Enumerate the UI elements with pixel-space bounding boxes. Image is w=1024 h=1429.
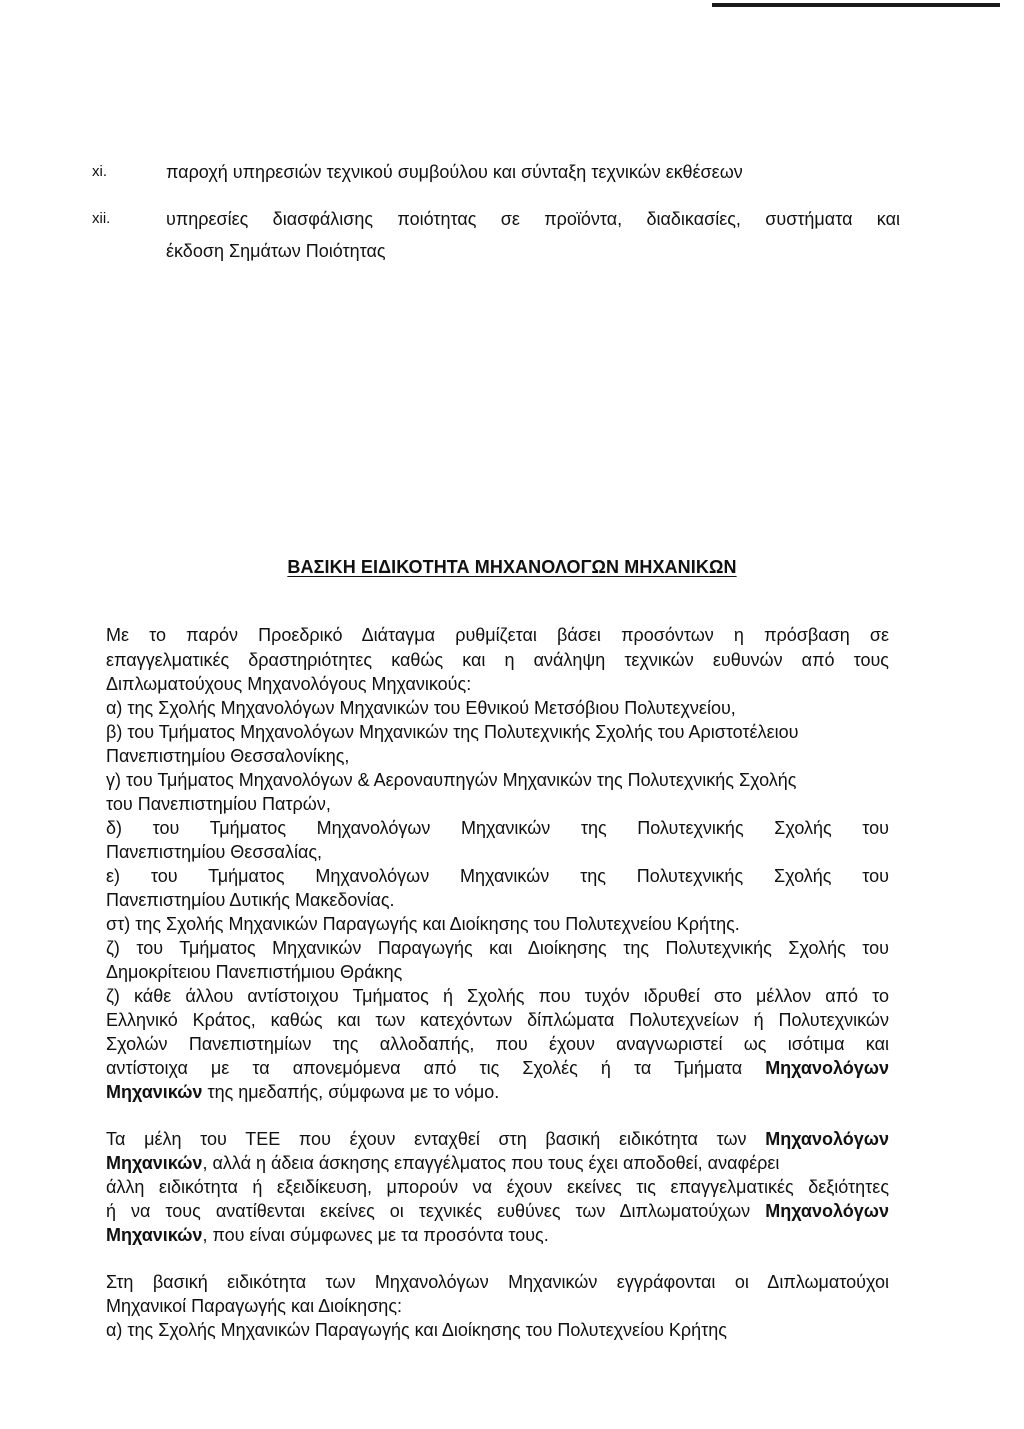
paragraph-line: Μηχανικοί Παραγωγής και Διοίκησης:: [106, 1296, 402, 1316]
list-text: έκδοση Σημάτων Ποιότητας: [166, 241, 386, 261]
paragraph-line: του Πανεπιστημίου Πατρών,: [106, 794, 331, 814]
paragraph-line: Διπλωματούχους Μηχανολόγους Μηχανικούς:: [106, 674, 472, 694]
paragraph-text: Τα μέλη του ΤΕΕ που έχουν ενταχθεί στη βασική ειδικότητα των: [106, 1129, 747, 1149]
paragraph-line: [106, 1128, 889, 1150]
paragraph-line: δ) του Τμήματος Μηχανολόγων Μηχανικών της Πολυτεχνικής Σχολής του: [106, 818, 889, 838]
paragraph-line: επαγγελματικές δραστηριότητες καθώς και η ανάληψη τεχνικών ευθυνών από τους: [106, 650, 889, 670]
bold-term: Μηχανικών: [106, 1225, 203, 1245]
bold-term: Μηχανικών: [106, 1153, 203, 1173]
paragraph-line: ζ) κάθε άλλου αντίστοιχου Τμήματος ή Σχολής που τυχόν ιδρυθεί στο μέλλον από το: [106, 986, 889, 1006]
paragraph-line: στ) της Σχολής Μηχανικών Παραγωγής και Διοίκησης του Πολυτεχνείου Κρήτης.: [106, 914, 740, 934]
paragraph-line: Στη βασική ειδικότητα των Μηχανολόγων Μηχανικών εγγράφονται οι Διπλωματούχοι: [106, 1272, 889, 1292]
paragraph-line: Πανεπιστημίου Δυτικής Μακεδονίας.: [106, 890, 395, 910]
paragraph-line: Με το παρόν Προεδρικό Διάταγμα ρυθμίζεται βάσει προσόντων η πρόσβαση σε: [106, 625, 889, 645]
paragraph-line: Πανεπιστημίου Θεσσαλίας,: [106, 842, 323, 862]
paragraph-line: Σχολών Πανεπιστημίων της αλλοδαπής, που έχουν αναγνωριστεί ως ισότιμα και: [106, 1034, 889, 1054]
paragraph-line: Ελληνικό Κράτος, καθώς και των κατεχόντων δίπλώματα Πολυτεχνείων ή Πολυτεχνικών: [106, 1010, 889, 1030]
paragraph-line: Πανεπιστημίου Θεσσαλονίκης,: [106, 746, 350, 766]
list-text: υπηρεσίες διασφάλισης ποιότητας σε προϊόντα, διαδικασίες, συστήματα και: [166, 209, 900, 229]
paragraph-line: [106, 1200, 889, 1222]
paragraph-line: α) της Σχολής Μηχανικών Παραγωγής και Διοίκησης του Πολυτεχνείου Κρήτης: [106, 1320, 727, 1340]
paragraph-text: ή να τους ανατίθενται εκείνες οι τεχνικές ευθύνες των Διπλωματούχων: [106, 1201, 751, 1221]
bold-term: Μηχανολόγων: [765, 1058, 889, 1078]
paragraph-line: Δημοκρίτειου Πανεπιστήμιου Θράκης: [106, 962, 403, 982]
paragraph-line: [106, 1081, 889, 1103]
paragraph-text: της ημεδαπής, σύμφωνα με το νόμο.: [207, 1082, 500, 1102]
paragraph-text: , αλλά η άδεια άσκησης επαγγέλματος που τους έχει αποδοθεί, αναφέρει: [202, 1153, 780, 1173]
paragraph-line: [106, 1057, 889, 1079]
paragraph-line: ζ) του Τμήματος Μηχανικών Παραγωγής και Διοίκησης της Πολυτεχνικής Σχολής του: [106, 938, 889, 958]
paragraph-line: β) του Τμήματος Μηχανολόγων Μηχανικών της Πολυτεχνικής Σχολής του Αριστοτέλειου: [106, 722, 799, 742]
bold-term: Μηχανολόγων: [765, 1129, 889, 1149]
bold-term: Μηχανικών: [106, 1082, 203, 1102]
paragraph-text: αντίστοιχα με τα απονεμόμενα από τις Σχολές ή τα Τμήματα: [106, 1058, 743, 1078]
paragraph-line: [106, 1224, 889, 1246]
paragraph-line: άλλη ειδικότητα ή εξειδίκευση, μπορούν να έχουν εκείνες τις επαγγελματικές δεξιότητες: [106, 1177, 889, 1197]
paragraph-text: , που είναι σύμφωνες με τα προσόντα τους.: [202, 1225, 549, 1245]
paragraph-line: ε) του Τμήματος Μηχανολόγων Μηχανικών της Πολυτεχνικής Σχολής του: [106, 866, 889, 886]
paragraph-line: α) της Σχολής Μηχανολόγων Μηχανικών του Εθνικού Μετσόβιου Πολυτεχνείου,: [106, 698, 736, 718]
section-heading: ΒΑΣΙΚΗ ΕΙΔΙΚΟΤΗΤΑ ΜΗΧΑΝΟΛΟΓΩΝ ΜΗΧΑΝΙΚΩΝ: [287, 557, 737, 577]
paragraph-line: γ) του Τμήματος Μηχανολόγων & Αεροναυπηγών Μηχανικών της Πολυτεχνικής Σχολής: [106, 770, 797, 790]
top-rule: [712, 3, 1000, 7]
list-text: παροχή υπηρεσιών τεχνικού συμβούλου και σύνταξη τεχνικών εκθέσεων: [166, 162, 743, 182]
paragraph-line: [106, 1152, 889, 1174]
list-number: xii.: [92, 210, 111, 227]
list-number: xi.: [92, 163, 107, 180]
bold-term: Μηχανολόγων: [765, 1201, 889, 1221]
